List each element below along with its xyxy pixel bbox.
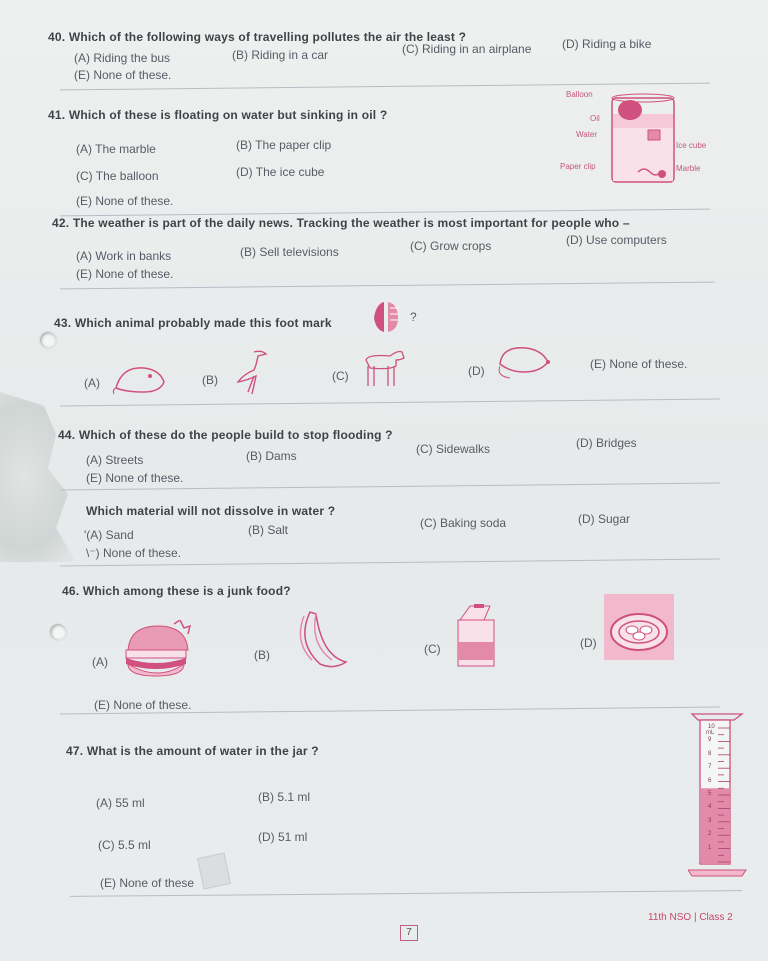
question-44: 44. Which of these do the people build to stop flooding ? (58, 428, 393, 442)
divider (70, 890, 742, 897)
q47-option-a[interactable]: (A) 55 ml (96, 796, 145, 810)
q46-option-d[interactable]: (D) (580, 636, 597, 650)
q45-option-c[interactable]: (C) Baking soda (420, 516, 507, 530)
q47-option-d[interactable]: (D) 51 ml (258, 830, 308, 844)
q43-option-b[interactable]: (B) (202, 373, 218, 387)
q40-option-e[interactable]: (E) None of these. (74, 68, 172, 82)
cylinder-unit: mL (706, 730, 715, 736)
q42-option-e[interactable]: (E) None of these. (76, 267, 174, 281)
graduated-cylinder (688, 712, 748, 882)
q41-option-d[interactable]: (D) The ice cube (236, 165, 325, 179)
q44-option-e[interactable]: (E) None of these. (86, 471, 184, 485)
q43-option-c[interactable]: (C) (332, 369, 349, 383)
question-45: Which material will not dissolve in water ? (86, 504, 336, 518)
q45-option-b[interactable]: (B) Salt (248, 523, 289, 537)
cylinder-scale-label: 2 (708, 831, 712, 838)
q41-option-b[interactable]: (B) The paper clip (236, 138, 332, 152)
question-46: 46. Which among these is a junk food? (62, 584, 291, 598)
beaker-figure (600, 90, 710, 190)
rat-icon (494, 344, 554, 384)
cylinder-scale-label: 4 (708, 804, 712, 811)
q47-option-c[interactable]: (C) 5.5 ml (98, 838, 151, 852)
q43-option-a[interactable]: (A) (84, 376, 100, 390)
cylinder-scale-label: 1 (708, 844, 712, 851)
question-40: 40. Which of the following ways of travelling pollutes the air the least ? (48, 30, 467, 44)
q44-option-b[interactable]: (B) Dams (246, 449, 297, 463)
q42-option-b[interactable]: (B) Sell televisions (240, 245, 339, 259)
label-marble: Marble (676, 164, 701, 173)
paper-tear (0, 392, 80, 562)
q44-option-c[interactable]: (C) Sidewalks (416, 442, 491, 456)
q41-option-c[interactable]: (C) The balloon (76, 169, 159, 183)
milk-carton-icon (454, 602, 498, 670)
q40-option-c[interactable]: (C) Riding in an airplane (402, 42, 532, 56)
q45-option-a[interactable]: '(A) Sand (84, 528, 134, 542)
q47-option-b[interactable]: (B) 5.1 ml (258, 790, 311, 804)
question-43: 43. Which animal probably made this foot mark (54, 316, 332, 330)
cylinder-scale-label: 10 (708, 724, 715, 730)
label-balloon: Balloon (566, 90, 593, 99)
question-42: 42. The weather is part of the daily news. Tracking the weather is most important for people who – (52, 216, 630, 230)
water-level (701, 788, 729, 863)
label-ice-cube: Ice cube (676, 141, 707, 150)
divider (60, 282, 715, 290)
punch-hole-top (40, 332, 56, 348)
q43-option-d[interactable]: (D) (468, 364, 485, 378)
q45-option-d[interactable]: (D) Sugar (578, 512, 631, 526)
q42-option-a[interactable]: (A) Work in banks (76, 249, 172, 263)
q47-option-e[interactable]: (E) None of these (100, 876, 195, 890)
heron-icon (232, 348, 272, 394)
q46-option-c[interactable]: (C) (424, 642, 441, 656)
paper-smudge (197, 852, 231, 889)
q46-option-a[interactable]: (A) (92, 655, 108, 669)
q44-option-d[interactable]: (D) Bridges (576, 436, 637, 450)
question-41: 41. Which of these is floating on water but sinking in oil ? (48, 108, 388, 122)
question-47: 47. What is the amount of water in the jar ? (66, 744, 319, 758)
exam-footer: 11th NSO | Class 2 (648, 912, 733, 923)
question-43-mark: ? (410, 310, 417, 324)
cylinder-scale-label: 3 (708, 817, 712, 824)
footprint-icon (370, 298, 406, 334)
q43-option-e[interactable]: (E) None of these. (590, 357, 688, 371)
nest-eggs-icon (604, 594, 674, 660)
q44-option-a[interactable]: (A) Streets (86, 453, 144, 467)
burger-icon (120, 620, 192, 682)
label-paper-clip: Paper clip (560, 162, 596, 171)
q46-option-e[interactable]: (E) None of these. (94, 698, 192, 712)
label-water: Water (576, 130, 598, 139)
q46-option-b[interactable]: (B) (254, 648, 270, 662)
q41-option-e[interactable]: (E) None of these. (76, 194, 174, 208)
divider (60, 399, 720, 407)
cylinder-scale-label: 6 (708, 777, 712, 784)
q40-option-b[interactable]: (B) Riding in a car (232, 48, 329, 62)
q42-option-d[interactable]: (D) Use computers (566, 233, 667, 247)
cylinder-scale-label: 7 (708, 764, 712, 771)
q42-option-c[interactable]: (C) Grow crops (410, 239, 492, 253)
goat-icon (362, 344, 406, 390)
q40-option-d[interactable]: (D) Riding a bike (562, 37, 652, 51)
page-number: 7 (400, 925, 418, 941)
cylinder-scale-label: 5 (708, 791, 712, 797)
label-oil: Oil (590, 114, 600, 123)
punch-hole-bottom (50, 624, 66, 640)
q41-option-a[interactable]: (A) The marble (76, 142, 156, 156)
q45-option-e[interactable]: \⁻) None of these. (86, 546, 182, 560)
cylinder-scale-label: 8 (708, 750, 712, 757)
banana-icon (294, 608, 354, 670)
cylinder-scale-label: 9 (708, 737, 712, 744)
q40-option-a[interactable]: (A) Riding the bus (74, 51, 171, 65)
mouse-icon (110, 360, 168, 396)
